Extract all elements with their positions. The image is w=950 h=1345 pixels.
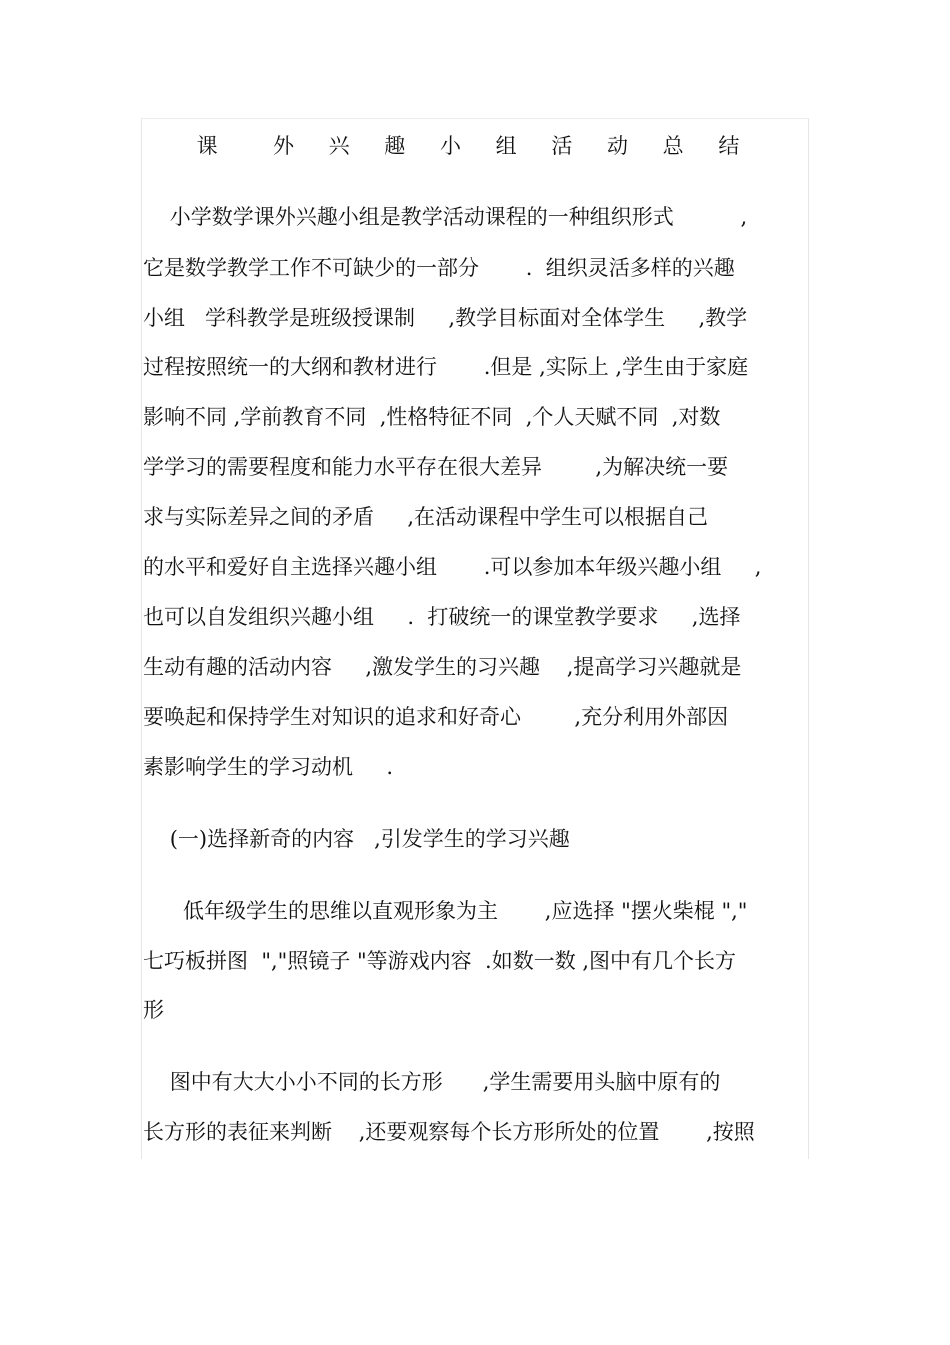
text-line: 形 xyxy=(143,998,164,1022)
text-line: 七巧板拼图 ","照镜子 "等游戏内容 .如数一数 ,图中有几个长方 xyxy=(143,949,737,973)
text-line: 图中有大大小小不同的长方形 ,学生需要用头脑中原有的 xyxy=(143,1070,721,1094)
text-line: 影响不同 ,学前教育不同 ,性格特征不同 ,个人天赋不同 ,对数 xyxy=(143,405,721,429)
text-line: 过程按照统一的大纲和教材进行 .但是 ,实际上 ,学生由于家庭 xyxy=(143,355,749,379)
document-title: 课 外 兴 趣 小 组 活 动 总 结 xyxy=(196,134,754,158)
text-line: 它是数学教学工作不可缺少的一部分 . 组织灵活多样的兴趣 xyxy=(143,256,735,280)
text-line: 要唤起和保持学生对知识的追求和好奇心 ,充分利用外部因 xyxy=(143,705,729,729)
text-line: 低年级学生的思维以直观形象为主 ,应选择 "摆火柴棍 "," xyxy=(143,899,748,923)
section-heading: (一)选择新奇的内容 ,引发学生的学习兴趣 xyxy=(143,827,570,851)
text-line: 小学数学课外兴趣小组是教学活动课程的一种组织形式 , xyxy=(143,205,748,229)
text-line: 小组 学科教学是班级授课制 ,教学目标面对全体学生 ,教学 xyxy=(143,306,748,330)
text-line: 生动有趣的活动内容 ,激发学生的习兴趣 ,提高学习兴趣就是 xyxy=(143,655,742,679)
text-line: 的水平和爱好自主选择兴趣小组 .可以参加本年级兴趣小组 , xyxy=(143,555,762,579)
text-line: 素影响学生的学习动机 . xyxy=(143,755,394,779)
text-line: 长方形的表征来判断 ,还要观察每个长方形所处的位置 ,按照 xyxy=(143,1120,755,1144)
text-line: 也可以自发组织兴趣小组 . 打破统一的课堂教学要求 ,选择 xyxy=(143,605,741,629)
text-line: 学学习的需要程度和能力水平存在很大差异 ,为解决统一要 xyxy=(143,455,729,479)
text-line: 求与实际差异之间的矛盾 ,在活动课程中学生可以根据自己 xyxy=(143,505,709,529)
